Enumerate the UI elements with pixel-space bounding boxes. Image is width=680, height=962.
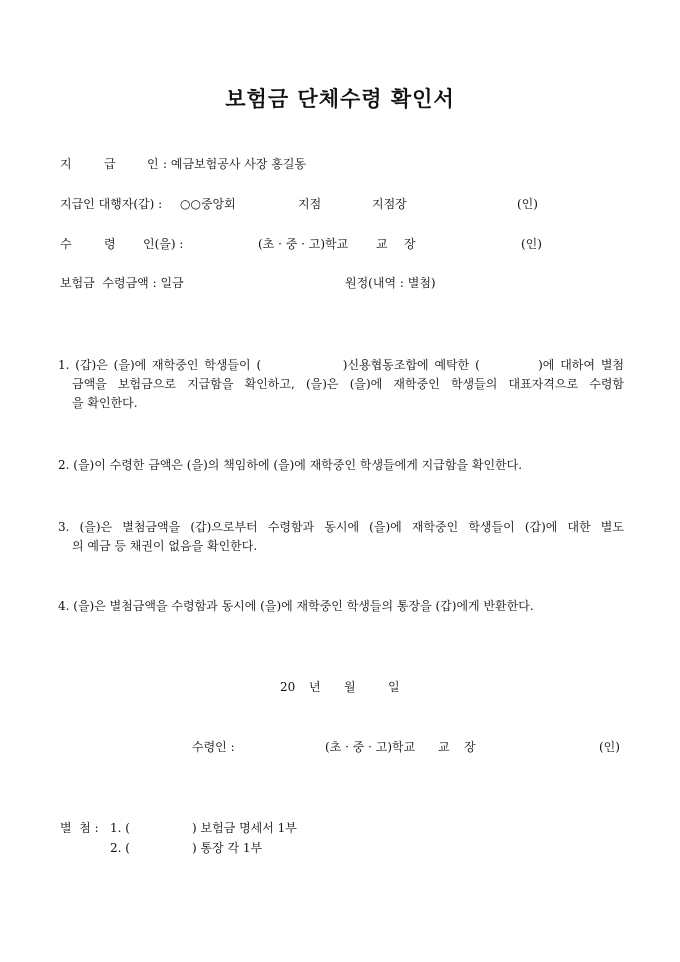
clause-line: 2. (을)이 수령한 금액은 (을)의 책임하에 (을)에 재학중인 학생들에게 지급함을 확인한다. (58, 458, 523, 472)
clause-line: 을 확인한다. (72, 396, 138, 410)
attachment-item-number: 2. ( (110, 841, 130, 855)
clause-4 (58, 597, 624, 616)
receiver-label: 수 (60, 237, 72, 251)
clause-2 (58, 456, 624, 475)
signature-title: 교 (438, 740, 450, 754)
receiver-title: 장 (404, 237, 416, 251)
attachments-label: 별 첨 : (60, 821, 99, 835)
signature-title: 장 (464, 740, 476, 754)
clause-line: 3. (을)은 별첨금액을 (갑)으로부터 수령함과 동시에 (을)에 재학중인 학생들이 (갑)에 대한 별도 (58, 520, 624, 534)
attachment-item-number: 1. ( (110, 821, 130, 835)
clause-line: 의 예금 등 채권이 없음을 확인한다. (72, 539, 258, 553)
date-month: 월 (344, 680, 356, 694)
signature-school: (초 · 중 · 고)학교 (325, 740, 416, 754)
agent-seal: (인) (517, 197, 538, 211)
payer-label: 인 (147, 157, 159, 171)
receiver-title: 교 (376, 237, 388, 251)
amount-label: 보험금 수령금액 : 일금 (60, 276, 184, 290)
clause-1 (58, 356, 624, 413)
date-year: 년 (309, 680, 321, 694)
attachment-item-text: ) 보험금 명세서 1부 (192, 821, 297, 835)
clause-line: 금액을 보험금으로 지급함을 확인하고, (을)은 (을)에 재학중인 학생들의 대표자격으로 수령함 (72, 377, 624, 391)
agent-manager: 지점장 (372, 197, 407, 211)
clause-3 (58, 518, 624, 556)
receiver-label: 령 (104, 237, 116, 251)
payer-value: : 예금보험공사 사장 홍길동 (163, 157, 306, 171)
date-day: 일 (388, 680, 400, 694)
agent-org: ○○중앙회 (180, 197, 236, 211)
receiver-school: (초 · 중 · 고)학교 (258, 237, 349, 251)
document-title: 보험금 단체수령 확인서 (225, 86, 455, 111)
receiver-seal: (인) (521, 237, 542, 251)
amount-unit: 원정(내역 : 별첨) (345, 276, 436, 290)
attachment-item-text: ) 통장 각 1부 (192, 841, 263, 855)
signature-label: 수령인 : (192, 740, 235, 754)
clause-line: 1. (갑)은 (을)에 재학중인 학생들이 ( )신용협동조합에 예탁한 ( )에 대하여 별첨 (58, 358, 624, 372)
date-year-prefix: 20 (280, 680, 296, 694)
clause-line: 4. (을)은 별첨금액을 수령함과 동시에 (을)에 재학중인 학생들의 통장을 (갑)에게 반환한다. (58, 599, 534, 613)
agent-branch: 지점 (298, 197, 322, 211)
payer-label: 급 (104, 157, 116, 171)
signature-seal: (인) (599, 740, 620, 754)
receiver-label: 인(을) : (143, 237, 184, 251)
agent-label: 지급인 대행자(갑) : (60, 197, 163, 211)
payer-label: 지 (60, 157, 72, 171)
